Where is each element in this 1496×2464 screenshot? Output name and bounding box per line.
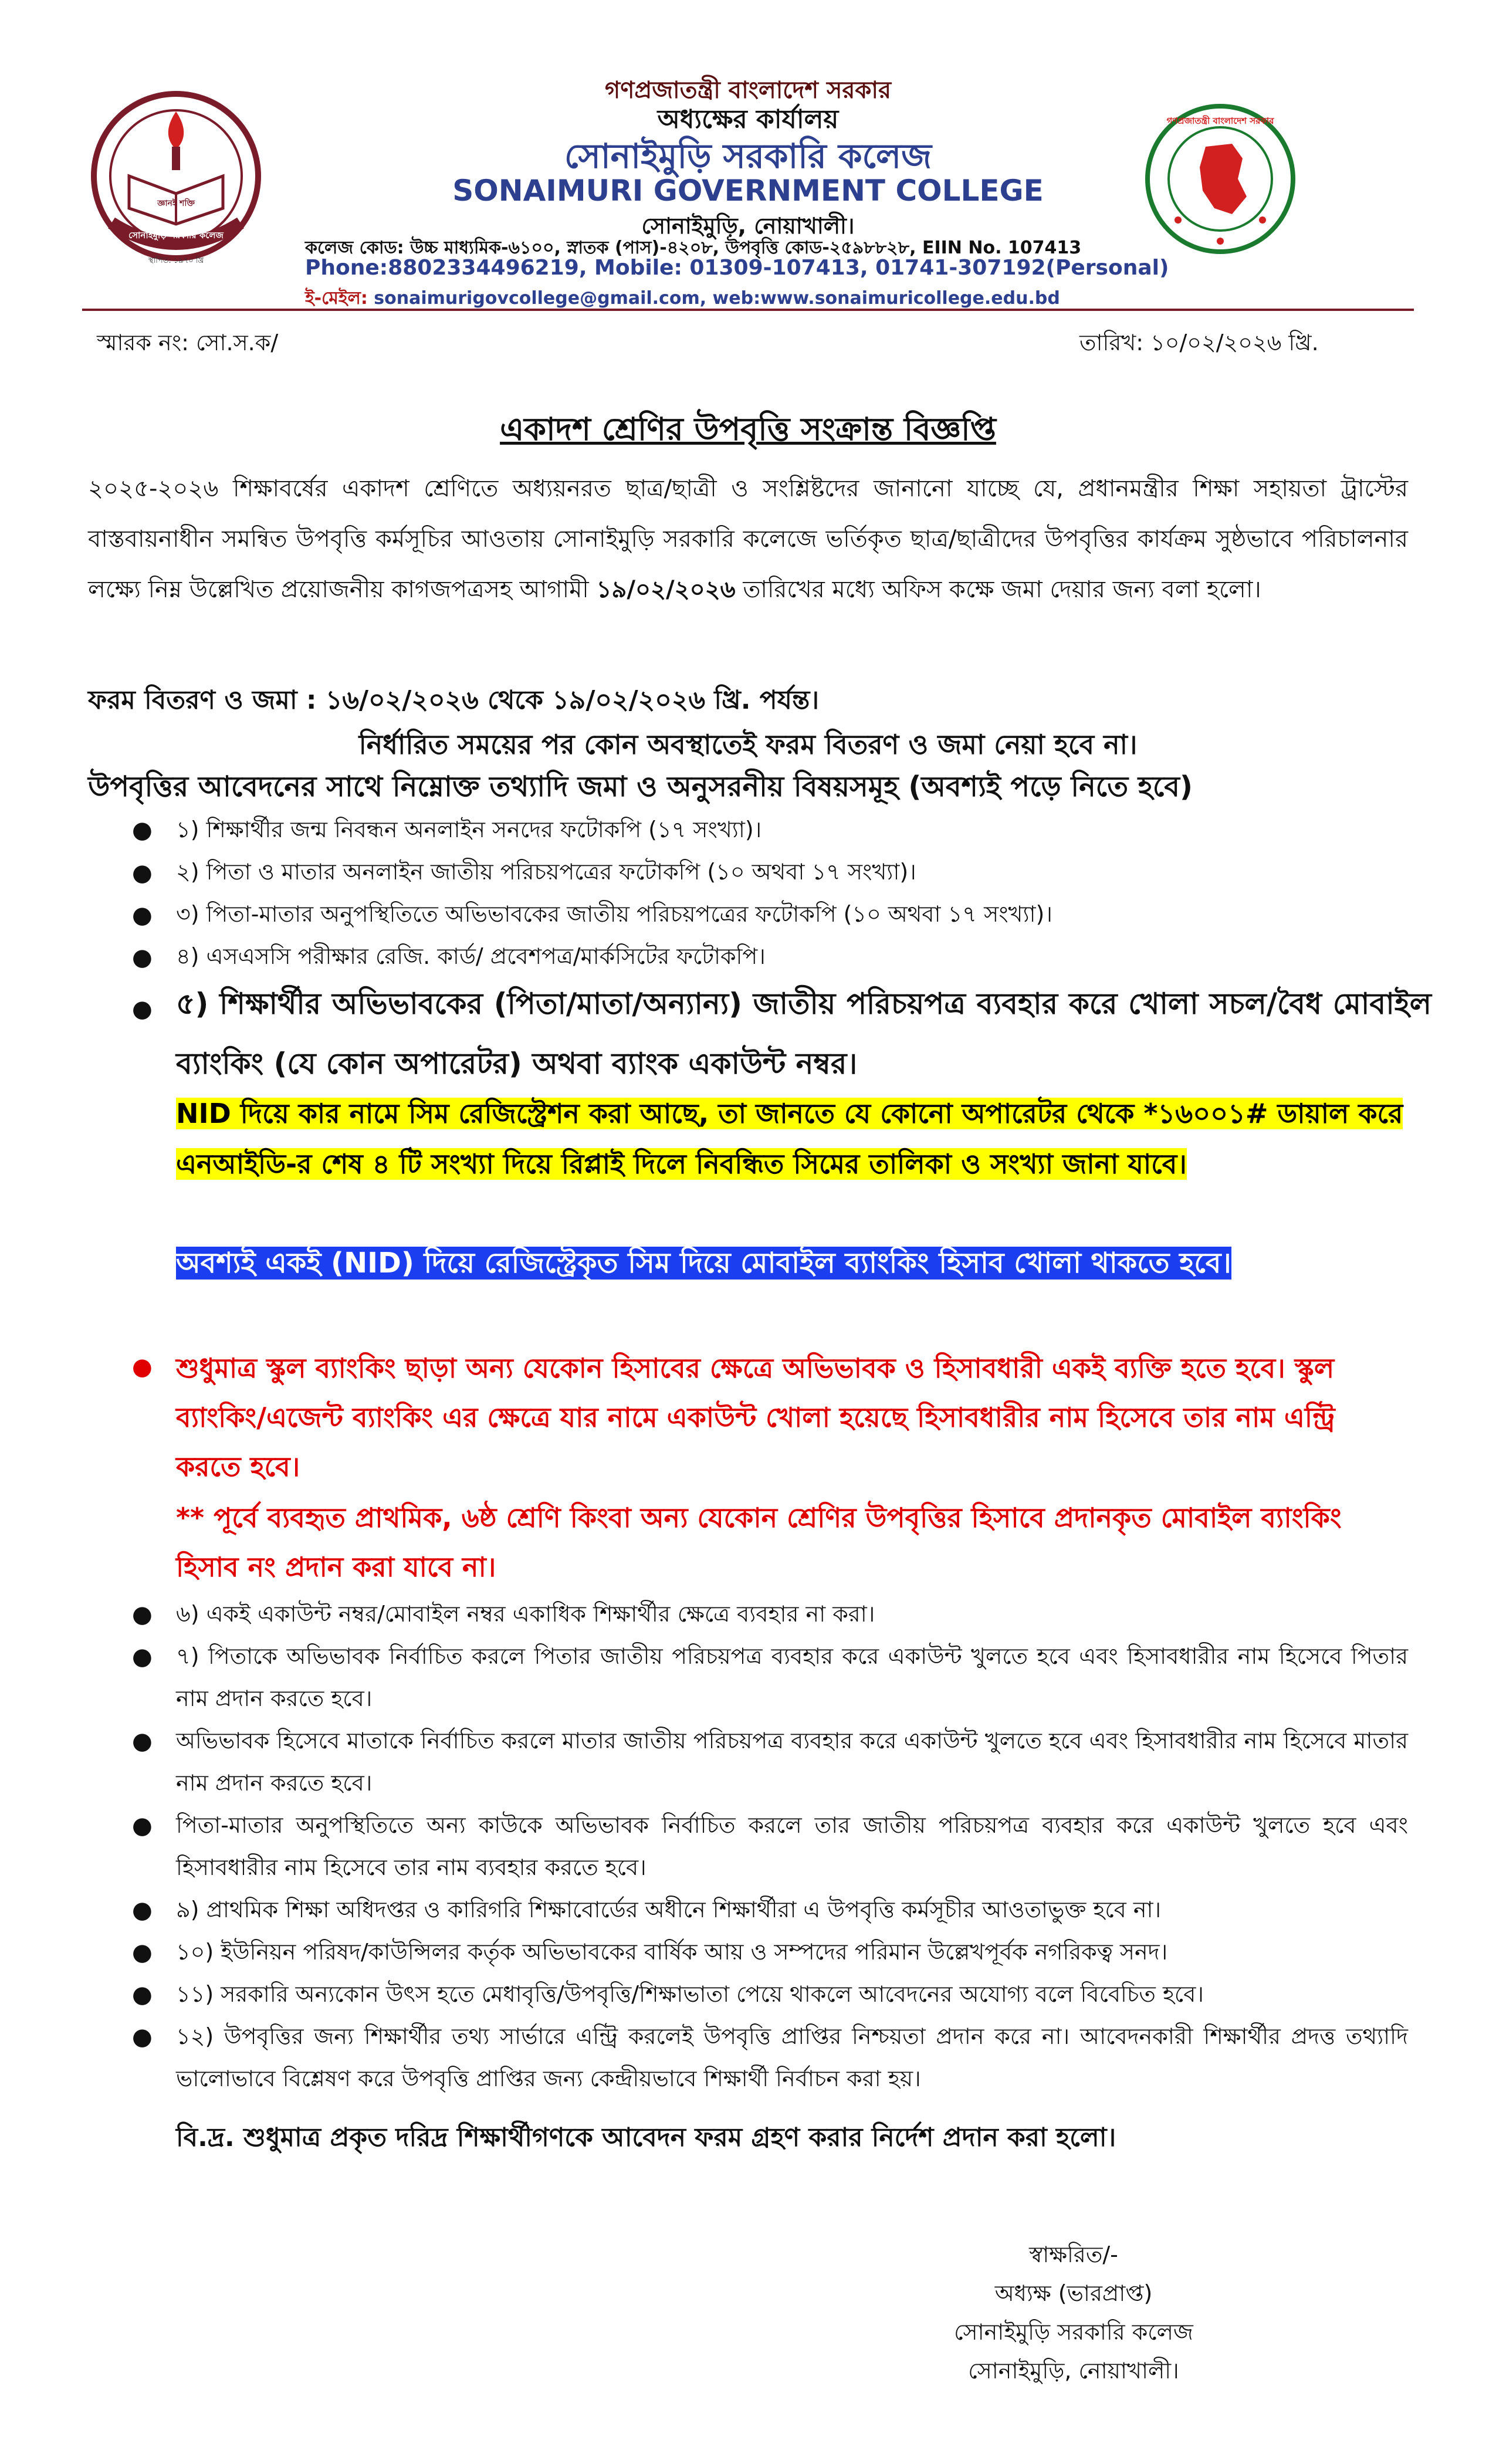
seal-text: গণপ্রজাতন্ত্রী বাংলাদেশ সরকার (1166, 116, 1274, 126)
nid-check-note (176, 1088, 1431, 1189)
intro-paragraph (88, 463, 1408, 615)
list-item-4: ৪) এসএসসি পরীক্ষার রেজি. কার্ড/ প্রবেশপত্র/মার্কসিটের ফটোকপি। (176, 943, 766, 969)
bullet-icon: ● (132, 1981, 153, 2008)
bullet-icon: ● (132, 2023, 153, 2050)
header-college-bn: সোনাইমুড়ি সরকারি কলেজ (564, 136, 932, 176)
list-item-3: ৩) পিতা-মাতার অনুপস্থিতিতে অভিভাবকের জাতীয় পরিচয়পত্রের ফটোকপি (১০ অথবা ১৭ সংখ্যা)। (176, 901, 1052, 927)
memo-number: স্মারক নং: সো.স.ক/ (97, 330, 279, 356)
list-heading: উপবৃত্তির আবেদনের সাথে নিম্নোক্ত তথ্যাদি জমা ও অনুসরনীয় বিষয়সমূহ (অবশ্যই পড়ে নিতে হবে) (88, 770, 1193, 803)
no-late-notice: নির্ধারিত সময়ের পর কোন অবস্থাতেই ফরম বিতরণ ও জমা নেয়া হবে না। (358, 729, 1138, 760)
signature-place: সোনাইমুড়ি, নোয়াখালী। (968, 2358, 1179, 2384)
list-item-12: ১১) সরকারি অন্যকোন উৎস হতে মেধাবৃত্তি/উপবৃত্তি/শিক্ষাভাতা পেয়ে থাকলে আবেদনের অযোগ্য বলে বিবেচিত হবে। (176, 1981, 1204, 2007)
bullet-icon: ● (132, 996, 153, 1023)
nid-requirement-highlight: অবশ্যই একই (NID) দিয়ে রেজিস্ট্রেকৃত সিম দিয়ে মোবাইল ব্যাংকিং হিসাব খোলা থাকতে হবে। (176, 1247, 1231, 1280)
intro-part1: ২০২৫-২০২৬ শিক্ষাবর্ষের একাদশ শ্রেণিতে অধ্যয়নরত ছাত্র/ছাত্রী ও সংশ্লিষ্টদের জানানো যাচ্ছে যে, প্রধানমন্ত্রীর শিক্ষা সহায়তা ট্রাস্টের বাস্তবায়নাধীন সমন্বিত উপবৃত্তি কর্মসূচির আওতায় সোনাইমুড়ি সরকারি কলেজে ভর্তিকৃত ছাত্র/ছাত্রীদের উপবৃত্তির কার্যক্রম সুষ্ঠভাবে পরিচালনার লক্ষ্যে নিম্ন উল্লেখিত প্রয়োজনীয় কাগজপত্রসহ আগামী (88, 475, 1408, 603)
list-item-2: ২) পিতা ও মাতার অনলাইন জাতীয় পরিচয়পত্রের ফটোকপি (১০ অথবা ১৭ সংখ্যা)। (176, 859, 916, 885)
government-seal (1144, 103, 1297, 255)
intro-part2: তারিখের মধ্যে অফিস কক্ষে জমা দেয়ার জন্য বলা হলো। (735, 576, 1261, 603)
form-dates: ফরম বিতরণ ও জমা : ১৬/০২/২০২৬ থেকে ১৯/০২/২০২৬ খ্রি. পর্যন্ত। (88, 685, 820, 715)
list-item-7: ৭) পিতাকে অভিভাবক নির্বাচিত করলে পিতার জাতীয় পরিচয়পত্র ব্যবহার করে একাউন্ট খুলতে হবে এবং হিসাবধারীর নাম হিসেবে পিতার নাম প্রদান করতে হবে। (176, 1643, 1408, 1711)
header-address: সোনাইমুড়ি, নোয়াখালী। (641, 213, 855, 239)
header-phone: Phone:8802334496219, Mobile: 01309-107413, 01741-307192(Personal) (305, 256, 1169, 280)
notice-title: একাদশ শ্রেণির উপবৃত্তি সংক্রান্ত বিজ্ঞপ্তি (500, 411, 996, 448)
list-item-5: ৫) শিক্ষার্থীর অভিভাবকের (পিতা/মাতা/অন্যান্য) জাতীয় পরিচয়পত্র ব্যবহার করে খোলা সচল/বৈধ মোবাইল ব্যাংকিং (যে কোন অপারেটর) অথবা ব্যাংক একাউন্ট নম্বর। (176, 987, 1431, 1081)
bullet-icon: ● (132, 1897, 153, 1924)
email-label: ই-মেইল: (305, 288, 368, 309)
logo-ribbon-text: সোনাইমুড়ি সরকারি কলেজ (128, 230, 224, 241)
list-item-13: ১২) উপবৃত্তির জন্য শিক্ষার্থীর তথ্য সার্ভারে এন্ট্রি করলেই উপবৃত্তি প্রাপ্তির নিশ্চয়তা প্রদান করে না। আবেদনকারী শিক্ষার্থীর প্রদত্ত তথ্যাদি ভালোভাবে বিশ্লেষণ করে উপবৃত্তি প্রাপ্তির জন্য কেন্দ্রীয়ভাবে শিক্ষার্থী নির্বাচন করা হয়। (176, 2023, 1408, 2091)
header-codes: কলেজ কোড: উচ্চ মাধ্যমিক-৬১০০, স্নাতক (পাস)-৪২০৮, উপবৃত্তি কোড-২৫৯৮৮২৮, EIIN No. 107413 (305, 238, 1082, 258)
signature-signed: স্বাক্ষরিত/- (1029, 2242, 1118, 2267)
bullet-icon: ● (132, 944, 153, 971)
list-item-9: পিতা-মাতার অনুপস্থিতিতে অন্য কাউকে অভিভাবক নির্বাচিত করলে তার জাতীয় পরিচয়পত্র ব্যবহার করে একাউন্ট খুলতে হবে এবং হিসাবধারীর নাম হিসেবে তার নাম ব্যবহার করতে হবে। (176, 1812, 1408, 1880)
nid-requirement (176, 1238, 1431, 1288)
list-item-10: ৯) প্রাথমিক শিক্ষা অধিদপ্তর ও কারিগরি শিক্ষাবোর্ডের অধীনে শিক্ষার্থীরা এ উপবৃত্তি কর্মসূচীর আওতাভুক্ত হবে না। (176, 1897, 1162, 1923)
signature-designation: অধ্যক্ষ (ভারপ্রাপ্ত) (994, 2280, 1153, 2306)
bullet-icon: ● (132, 1939, 153, 1966)
nid-check-highlight: NID দিয়ে কার নামে সিম রেজিস্ট্রেশন করা আছে, তা জানতে যে কোনো অপারেটর থেকে *১৬০০১# ডায়াল করে এনআইডি-র শেষ ৪ টি সংখ্যা দিয়ে রিপ্লাই দিলে নিবন্ধিত সিমের তালিকা ও সংখ্যা জানা যাবে। (176, 1098, 1403, 1180)
bullet-icon: ● (132, 1353, 153, 1380)
list-item-1: ১) শিক্ষার্থীর জন্ম নিবন্ধন অনলাইন সনদের ফটোকপি (১৭ সংখ্যা)। (176, 817, 762, 842)
list-item-6: ৬) একই একাউন্ট নম্বর/মোবাইল নম্বর একাধিক শিক্ষার্থীর ক্ষেত্রে ব্যবহার না করা। (176, 1601, 875, 1627)
bullet-icon: ● (132, 859, 153, 886)
nb-note: বি.দ্র. শুধুমাত্র প্রকৃত দরিদ্র শিক্ষার্থীগণকে আবেদন ফরম গ্রহণ করার নির্দেশ প্রদান করা হলো। (176, 2123, 1116, 2152)
logo-estd: স্থাপিত: ১৯৭০ খ্রি (148, 256, 204, 265)
list-item-11: ১০) ইউনিয়ন পরিষদ/কাউন্সিলর কর্তৃক অভিভাবকের বার্ষিক আয় ও সম্পদের পরিমান উল্লেখপূর্বক নগরিকত্ব সনদ। (176, 1939, 1168, 1965)
bullet-icon: ● (132, 902, 153, 929)
signature-college: সোনাইমুড়ি সরকারি কলেজ (954, 2319, 1193, 2345)
notice-date: তারিখ: ১০/০২/২০২৬ খ্রি. (1079, 330, 1319, 356)
account-holder-rule: শুধুমাত্র স্কুল ব্যাংকিং ছাড়া অন্য যেকোন হিসাবের ক্ষেত্রে অভিভাবক ও হিসাবধারী একই ব্যক্তি হতে হবে। স্কুল ব্যাংকিং/এজেন্ট ব্যাংকিং এর ক্ষেত্রে যার নামে একাউন্ট খোলা হয়েছে হিসাবধারীর নাম হিসেবে তার নাম এন্ট্রি করতে হবে। (176, 1352, 1335, 1483)
header-college-en: SONAIMURI GOVERNMENT COLLEGE (452, 174, 1044, 208)
email-web: sonaimurigovcollege@gmail.com, web:www.sonaimuricollege.edu.bd (367, 288, 1060, 309)
header-divider (82, 309, 1414, 311)
bullet-icon: ● (132, 817, 153, 844)
bullet-icon: ● (132, 1643, 153, 1670)
header-office: অধ্যক্ষের কার্যালয় (657, 104, 839, 134)
bullet-icon: ● (132, 1812, 153, 1839)
header-government: গণপ্রজাতন্ত্রী বাংলাদেশ সরকার (605, 77, 891, 104)
intro-deadline: ১৯/০২/২০২৬ (596, 576, 736, 603)
bullet-icon: ● (132, 1601, 153, 1628)
college-logo (88, 88, 264, 264)
list-item-8: অভিভাবক হিসেবে মাতাকে নির্বাচিত করলে মাতার জাতীয় পরিচয়পত্র ব্যবহার করে একাউন্ট খুলতে হবে এবং হিসাবধারীর নাম হিসেবে মাতার নাম প্রদান করতে হবে। (176, 1728, 1408, 1796)
bullet-icon: ● (132, 1728, 153, 1755)
previous-account-warning: ** পূর্বে ব্যবহৃত প্রাথমিক, ৬ষ্ঠ শ্রেণি কিংবা অন্য যেকোন শ্রেণির উপবৃত্তির হিসাবে প্রদানকৃত মোবাইল ব্যাংকিং হিসাব নং প্রদান করা যাবে না। (176, 1502, 1342, 1583)
logo-book-text: জ্ঞানই শক্তি (157, 199, 195, 208)
